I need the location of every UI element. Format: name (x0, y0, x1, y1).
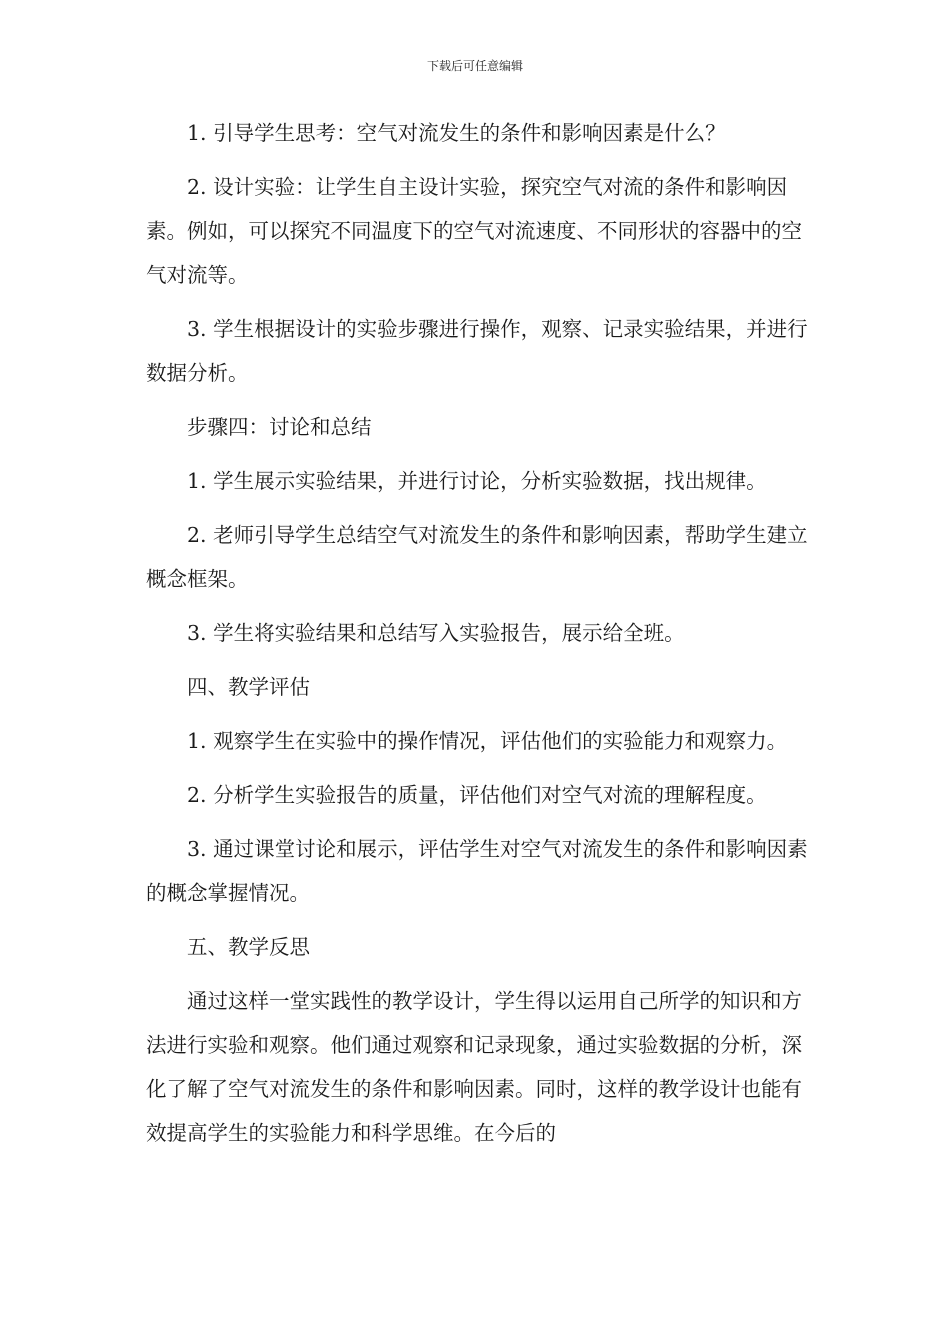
page-header-note: 下载后可任意编辑 (426, 59, 523, 73)
document-body (146, 111, 818, 1165)
list-item-show-results: 1. 学生展示实验结果，并进行讨论，分析实验数据，找出规律。 (187, 469, 767, 493)
section-heading-evaluation: 四、教学评估 (187, 675, 310, 699)
list-item-perform-experiment: 3. 学生根据设计的实验步骤进行操作，观察、记录实验结果，并进行数据分析。 (146, 317, 808, 385)
reflection-paragraph: 通过这样一堂实践性的教学设计，学生得以运用自己所学的知识和方法进行实验和观察。他们通过观察和记录现象，通过实验数据的分析，深化了解了空气对流发生的条件和影响因素。同时，这样的教学设计也能有效提高学生的实验能力和科学思维。在今后的 (146, 989, 802, 1145)
section-heading-step-four: 步骤四：讨论和总结 (187, 415, 372, 439)
list-item-teacher-summary: 2. 老师引导学生总结空气对流发生的条件和影响因素，帮助学生建立概念框架。 (146, 523, 808, 591)
list-item-write-report: 3. 学生将实验结果和总结写入实验报告，展示给全班。 (187, 621, 685, 645)
list-item-analyze-report: 2. 分析学生实验报告的质量，评估他们对空气对流的理解程度。 (187, 783, 767, 807)
list-item-discussion-evaluation: 3. 通过课堂讨论和展示，评估学生对空气对流发生的条件和影响因素的概念掌握情况。 (146, 837, 808, 905)
list-item-guide-thinking: 1. 引导学生思考：空气对流发生的条件和影响因素是什么？ (187, 121, 726, 145)
list-item-design-experiment: 2. 设计实验：让学生自主设计实验，探究空气对流的条件和影响因素。例如，可以探究不同温度下的空气对流速度、不同形状的容器中的空气对流等。 (146, 175, 802, 287)
section-heading-reflection: 五、教学反思 (187, 935, 310, 959)
list-item-observe-operation: 1. 观察学生在实验中的操作情况，评估他们的实验能力和观察力。 (187, 729, 788, 753)
